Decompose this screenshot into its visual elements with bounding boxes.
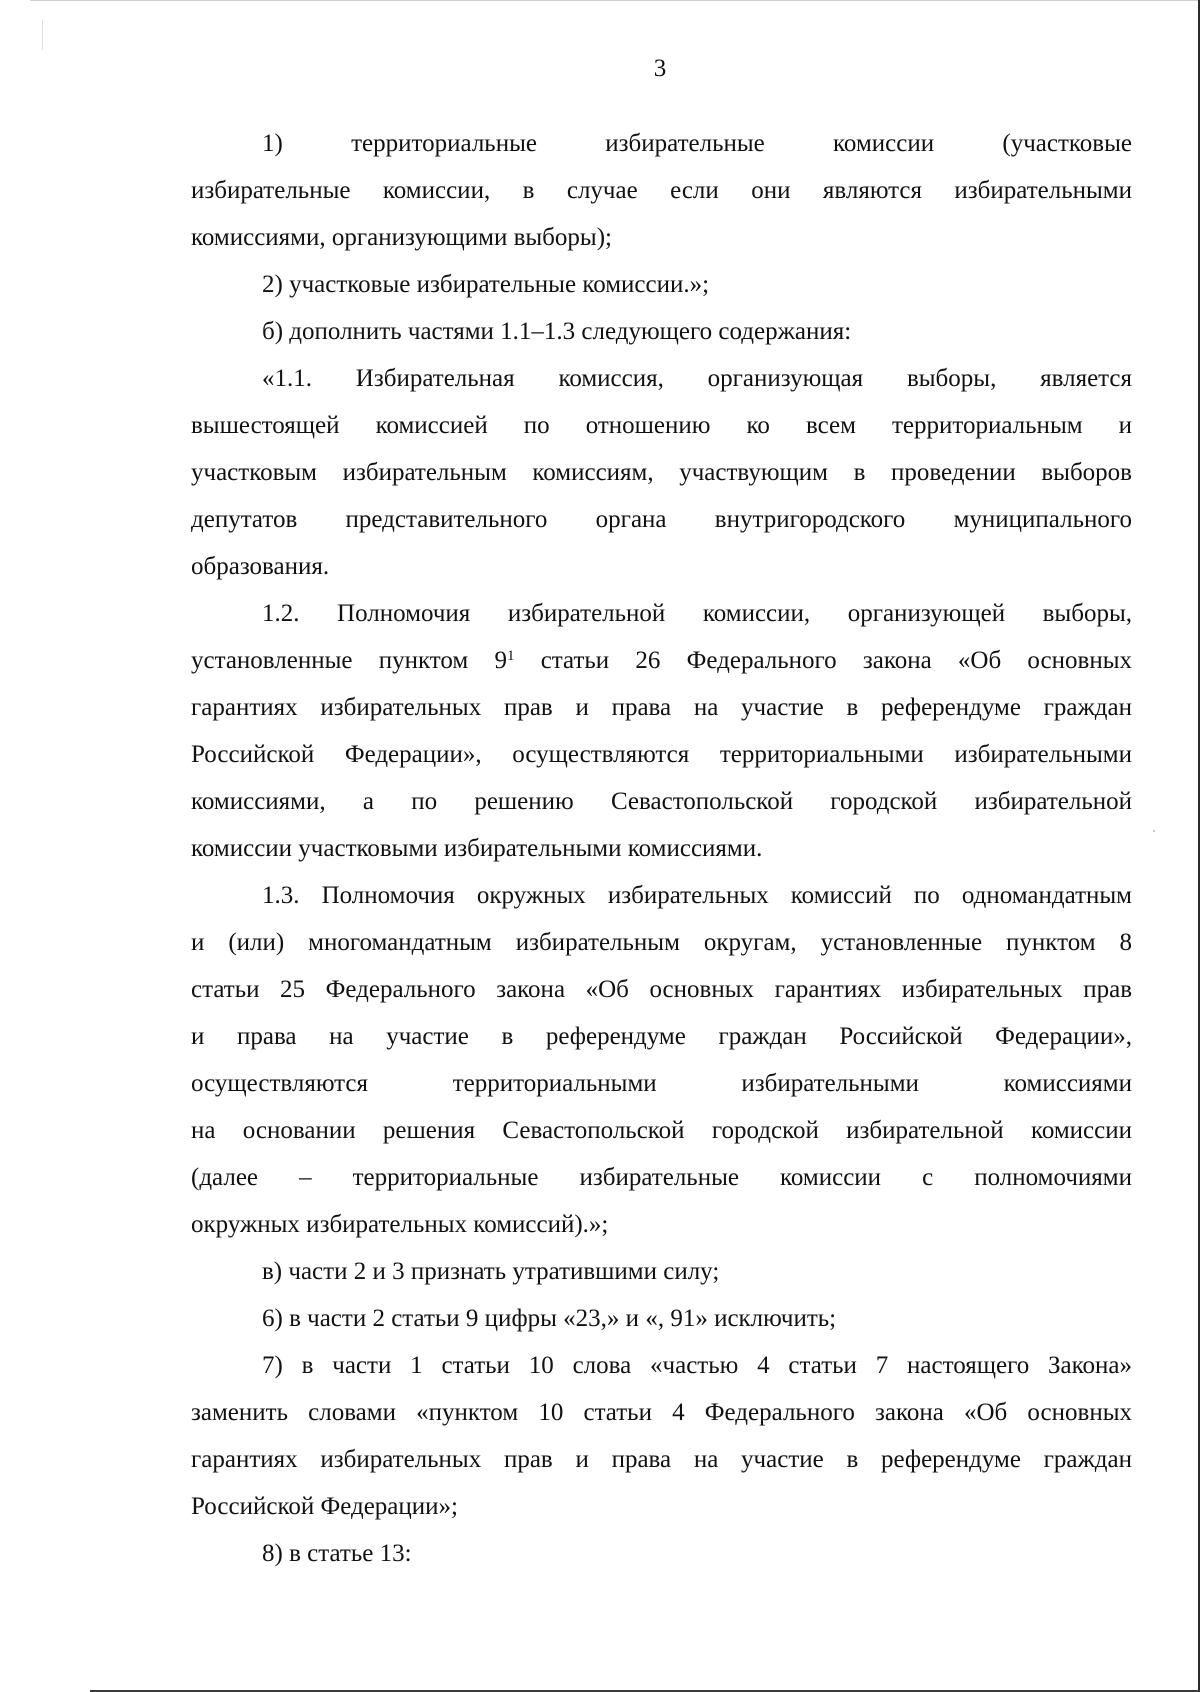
text-line: окружных избирательных комиссий).»; xyxy=(191,1211,609,1238)
text-line-with-superscript xyxy=(191,637,1132,684)
text-line: на основании решения Севастопольской городской избирательной комиссии xyxy=(191,1117,1132,1144)
text-line: в) части 2 и 3 признать утратившими силу; xyxy=(262,1258,720,1285)
text-line: б) дополнить частями 1.1–1.3 следующего содержания: xyxy=(262,318,852,345)
text-line: 1.2. Полномочия избирательной комиссии, организующей выборы, xyxy=(262,600,1132,627)
scan-speck xyxy=(1153,830,1155,832)
text-line: комиссиями, организующими выборы); xyxy=(191,224,612,251)
paragraph-1-3 xyxy=(191,872,1132,1248)
superscript: 1 xyxy=(506,648,515,664)
text-line: и (или) многомандатным избирательным округам, установленные пунктом 8 xyxy=(191,929,1132,956)
text-line: комиссии участковыми избирательными комиссиями. xyxy=(191,835,763,862)
paragraph-1-1 xyxy=(191,355,1132,590)
scan-left-mark xyxy=(42,20,43,50)
paragraph-territorial-commissions xyxy=(191,120,1132,261)
text-fragment: статьи 26 Федерального закона «Об основных xyxy=(514,647,1132,674)
text-line: депутатов представительного органа внутригородского муниципального xyxy=(191,506,1132,533)
text-line: вышестоящей комиссией по отношению ко всем территориальным и xyxy=(191,412,1132,439)
document-body xyxy=(191,120,1132,1577)
paragraph-1-2 xyxy=(191,590,1132,872)
scan-top-edge xyxy=(30,0,1200,1)
text-line: избирательные комиссии, в случае если они являются избирательными xyxy=(191,177,1132,204)
text-line: участковым избирательным комиссиям, участвующим в проведении выборов xyxy=(191,459,1132,486)
text-line: «1.1. Избирательная комиссия, организующая выборы, является xyxy=(262,365,1132,392)
text-fragment: установленные пунктом 9 xyxy=(191,647,507,674)
paragraph-article-10 xyxy=(191,1342,1132,1530)
text-line: (далее – территориальные избирательные комиссии с полномочиями xyxy=(191,1164,1132,1191)
text-line: 2) участковые избирательные комиссии.»; xyxy=(262,271,710,298)
text-line: заменить словами «пунктом 10 статьи 4 Федерального закона «Об основных xyxy=(191,1399,1132,1426)
text-line: 8) в статье 13: xyxy=(262,1540,412,1567)
text-line: Российской Федерации», осуществляются территориальными избирательными xyxy=(191,741,1132,768)
text-line: статьи 25 Федерального закона «Об основных гарантиях избирательных прав xyxy=(191,976,1132,1003)
text-line: осуществляются территориальными избирательными комиссиями xyxy=(191,1070,1132,1097)
text-line: образования. xyxy=(191,553,330,580)
text-line: и права на участие в референдуме граждан Российской Федерации», xyxy=(191,1023,1132,1050)
text-line: 1) территориальные избирательные комиссии (участковые xyxy=(262,130,1132,157)
paragraph-article-13 xyxy=(191,1530,1132,1577)
text-line: комиссиями, а по решению Севастопольской городской избирательной xyxy=(191,788,1132,815)
text-line: Российской Федерации»; xyxy=(191,1493,458,1520)
paragraph-parts-2-3-invalid xyxy=(191,1248,1132,1295)
text-line: 6) в части 2 статьи 9 цифры «23,» и «, 91» исключить; xyxy=(262,1305,837,1332)
paragraph-article-9 xyxy=(191,1295,1132,1342)
text-line: гарантиях избирательных прав и права на участие в референдуме граждан xyxy=(191,694,1132,721)
text-line: 1.3. Полномочия окружных избирательных комиссий по одномандатным xyxy=(262,882,1132,909)
paragraph-add-parts xyxy=(191,308,1132,355)
text-line: гарантиях избирательных прав и права на участие в референдуме граждан xyxy=(191,1446,1132,1473)
page-number: 3 xyxy=(653,55,667,82)
paragraph-precinct-commissions xyxy=(191,261,1132,308)
text-line: 7) в части 1 статьи 10 слова «частью 4 статьи 7 настоящего Закона» xyxy=(262,1352,1132,1379)
